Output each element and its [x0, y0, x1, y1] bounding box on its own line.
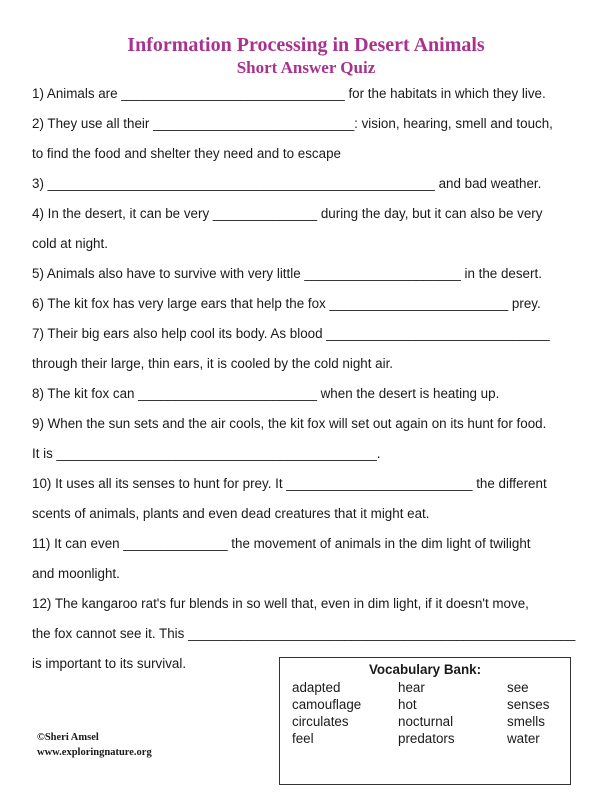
- question-2-cont: to find the food and shelter they need and to escape: [32, 146, 341, 161]
- question-4-cont: cold at night.: [32, 236, 108, 251]
- vocabulary-column-3: [507, 679, 549, 747]
- website-credit: www.exploringnature.org: [37, 747, 152, 758]
- question-1: 1) Animals are ______________________________ for the habitats in which they live.: [32, 86, 546, 101]
- question-11: 11) It can even ______________ the movement of animals in the dim light of twilight: [32, 536, 531, 551]
- question-9-cont: It is ___________________________________________.: [32, 446, 381, 461]
- vocab-word: adapted: [292, 680, 341, 695]
- vocab-word: senses: [507, 697, 550, 712]
- question-3: 3) ____________________________________________________ and bad weather.: [32, 176, 542, 191]
- vocab-word: hear: [398, 680, 425, 695]
- question-10-cont: scents of animals, plants and even dead creatures that it might eat.: [32, 506, 430, 521]
- question-11-cont: and moonlight.: [32, 566, 120, 581]
- question-12-cont: the fox cannot see it. This ____________________________________________________: [32, 626, 576, 641]
- page-title: Information Processing in Desert Animals: [127, 34, 485, 56]
- question-2: 2) They use all their ___________________________: vision, hearing, smell and touch,: [32, 116, 553, 131]
- vocab-word: feel: [292, 731, 314, 746]
- question-10: 10) It uses all its senses to hunt for prey. It _________________________ the different: [32, 476, 547, 491]
- vocab-word: smells: [507, 714, 545, 729]
- vocabulary-column-2: [398, 679, 455, 747]
- question-9: 9) When the sun sets and the air cools, the kit fox will set out again on its hunt for food.: [32, 416, 547, 431]
- vocab-word: circulates: [292, 714, 349, 729]
- question-7: 7) Their big ears also help cool its body. As blood ______________________________: [32, 326, 550, 341]
- vocab-word: camouflage: [292, 697, 362, 712]
- question-8: 8) The kit fox can ________________________ when the desert is heating up.: [32, 386, 500, 401]
- vocab-word: hot: [398, 697, 417, 712]
- vocab-word: water: [507, 731, 540, 746]
- vocab-word: nocturnal: [398, 714, 454, 729]
- question-12-end: is important to its survival.: [32, 656, 187, 671]
- vocab-word: predators: [398, 731, 455, 746]
- question-6: 6) The kit fox has very large ears that help the fox ________________________ prey.: [32, 296, 541, 311]
- author-credit: ©Sheri Amsel: [37, 732, 99, 743]
- question-7-cont: through their large, thin ears, it is cooled by the cold night air.: [32, 356, 394, 371]
- vocabulary-bank-title: Vocabulary Bank:: [368, 662, 482, 677]
- vocab-word: see: [507, 680, 529, 695]
- question-4: 4) In the desert, it can be very ______________ during the day, but it can also be very: [32, 206, 543, 221]
- page-subtitle: Short Answer Quiz: [236, 58, 376, 77]
- vocabulary-bank: [279, 657, 571, 785]
- question-12: 12) The kangaroo rat's fur blends in so well that, even in dim light, if it doesn't move,: [32, 596, 529, 611]
- vocabulary-column-1: [292, 679, 361, 747]
- question-5: 5) Animals also have to survive with very little _____________________ in the desert.: [32, 266, 542, 281]
